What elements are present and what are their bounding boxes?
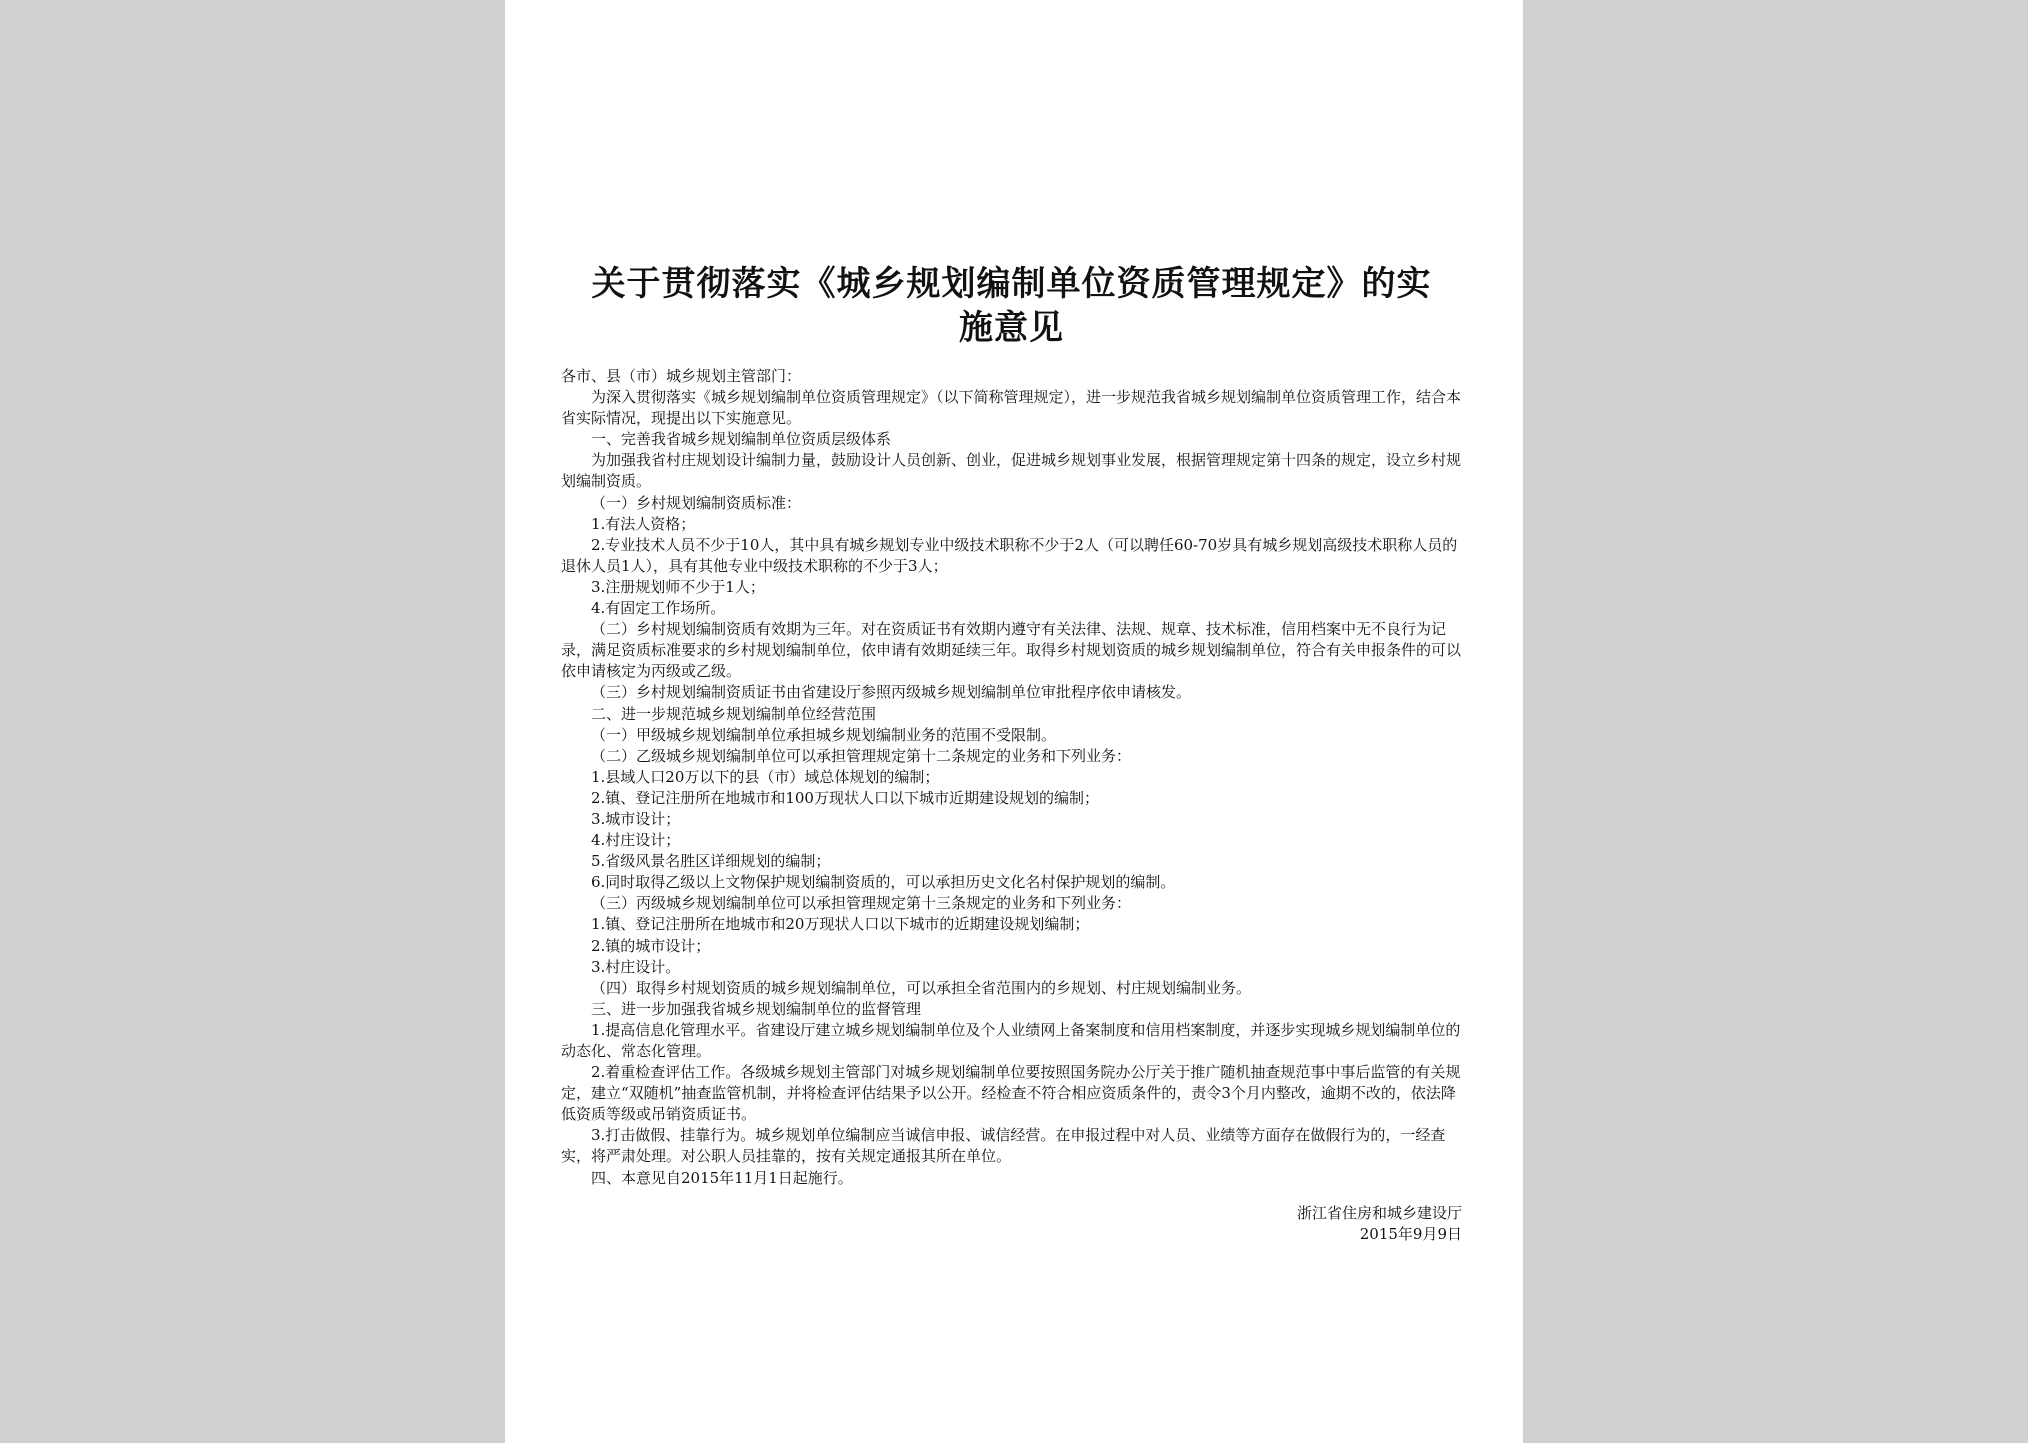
- document-page: [505, 0, 1523, 1443]
- section-heading-1: 一、完善我省城乡规划编制单位资质层级体系: [591, 430, 892, 449]
- paragraph: （二）乡村规划编制资质有效期为三年。对在资质证书有效期内遵守有关法律、法规、规章、技术标准，信用档案中无不良行为记录，满足资质标准要求的乡村规划编制单位，依申请有效期延续三年。取得乡村规划资质的城乡规划编制单位，符合有关申报条件的可以依申请核定为丙级或乙级。: [561, 620, 1462, 681]
- list-item: 2.专业技术人员不少于10人，其中具有城乡规划专业中级技术职称不少于2人（可以聘任60-70岁具有城乡规划高级技术职称人员的退休人员1人），具有其他专业中级技术职称的不少于3人；: [561, 535, 1458, 575]
- list-item: 6.同时取得乙级以上文物保护规划编制资质的，可以承担历史文化名村保护规划的编制。: [591, 873, 1176, 892]
- paragraph: 为加强我省村庄规划设计编制力量，鼓励设计人员创新、创业，促进城乡规划事业发展，根据管理规定第十四条的规定，设立乡村规划编制资质。: [561, 451, 1462, 491]
- list-item: 5.省级风景名胜区详细规划的编制；: [591, 852, 831, 871]
- section-heading-4: 四、本意见自2015年11月1日起施行。: [591, 1168, 853, 1187]
- list-item: 1.县域人口20万以下的县（市）域总体规划的编制；: [591, 767, 940, 786]
- list-item: 3.打击做假、挂靠行为。城乡规划单位编制应当诚信申报、诚信经营。在申报过程中对人员、业绩等方面存在做假行为的，一经查实，将严肃处理。对公职人员挂靠的，按有关规定通报其所在单位。: [561, 1126, 1446, 1166]
- list-item: 1.镇、登记注册所在地城市和20万现状人口以下城市的近期建设规划编制；: [591, 915, 1090, 934]
- paragraph: （三）乡村规划编制资质证书由省建设厅参照丙级城乡规划编制单位审批程序依申请核发。: [591, 683, 1192, 702]
- paragraph: （三）丙级城乡规划编制单位可以承担管理规定第十三条规定的业务和下列业务：: [591, 894, 1132, 913]
- paragraph: （二）乙级城乡规划编制单位可以承担管理规定第十二条规定的业务和下列业务：: [591, 746, 1132, 765]
- title-line-2: 施意见: [959, 308, 1064, 348]
- section-heading-3: 三、进一步加强我省城乡规划编制单位的监督管理: [591, 999, 922, 1018]
- paragraph: 为深入贯彻落实《城乡规划编制单位资质管理规定》（以下简称管理规定），进一步规范我省城乡规划编制单位资质管理工作，结合本省实际情况，现提出以下实施意见。: [561, 388, 1462, 428]
- title-line-1: 关于贯彻落实《城乡规划编制单位资质管理规定》的实: [591, 264, 1432, 304]
- signature-date: 2015年9月9日: [1359, 1224, 1462, 1243]
- subsection-heading: （一）乡村规划编制资质标准：: [591, 493, 802, 512]
- list-item: 1.有法人资格；: [591, 514, 696, 533]
- section-heading-2: 二、进一步规范城乡规划编制单位经营范围: [591, 704, 877, 723]
- signature-block: [561, 1203, 1462, 1245]
- list-item: 1.提高信息化管理水平。省建设厅建立城乡规划编制单位及个人业绩网上备案制度和信用档案制度，并逐步实现城乡规划编制单位的动态化、常态化管理。: [561, 1020, 1461, 1060]
- list-item: 2.镇、登记注册所在地城市和100万现状人口以下城市近期建设规划的编制；: [591, 788, 1099, 807]
- list-item: 2.镇的城市设计；: [591, 936, 711, 955]
- list-item: 2.着重检查评估工作。各级城乡规划主管部门对城乡规划编制单位要按照国务院办公厅关于推广随机抽查规范事中事后监管的有关规定，建立“双随机”抽查监管机制，并将检查评估结果予以公开。经检查不符合相应资质条件的，责令3个月内整改，逾期不改的，依法降低资质等级或吊销资质证书。: [561, 1063, 1461, 1124]
- salutation: 各市、县（市）城乡规划主管部门：: [561, 367, 802, 385]
- list-item: 4.有固定工作场所。: [591, 599, 726, 618]
- signature-organization: 浙江省住房和城乡建设厅: [1296, 1203, 1462, 1222]
- document-body: [561, 366, 1462, 1189]
- list-item: 3.注册规划师不少于1人；: [591, 577, 765, 596]
- paragraph: （一）甲级城乡规划编制单位承担城乡规划编制业务的范围不受限制。: [591, 725, 1057, 744]
- list-item: 3.村庄设计。: [591, 957, 681, 976]
- list-item: 4.村庄设计；: [591, 831, 681, 850]
- document-title: [561, 262, 1462, 350]
- list-item: 3.城市设计；: [591, 809, 681, 828]
- paragraph: （四）取得乡村规划资质的城乡规划编制单位，可以承担全省范围内的乡规划、村庄规划编制业务。: [591, 978, 1252, 997]
